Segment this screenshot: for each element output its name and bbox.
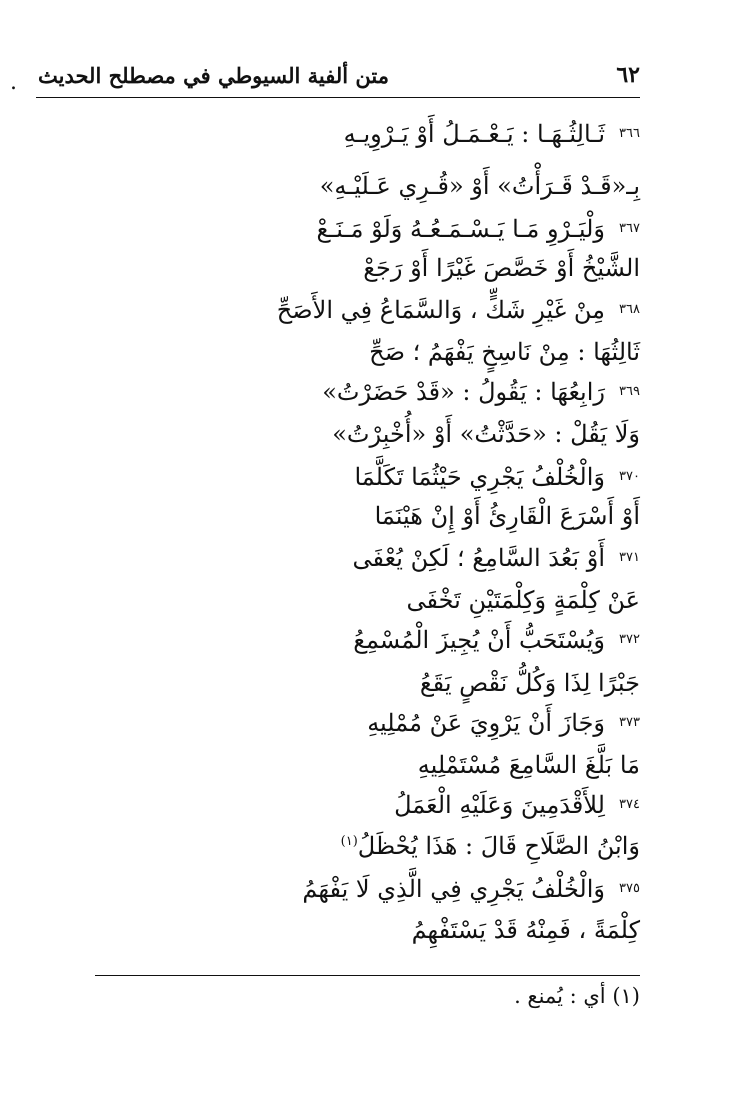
verse-number: ٣٧٣ (619, 715, 640, 730)
verse-second-hemistich: بِـ«قَـدْ قَـرَأْتُ» أَوْ «قُـرِي عَـلَيْـهِ» (319, 172, 640, 200)
verse-first-hemistich: وَالْخُلْفُ يَجْرِي فِي الَّذِي لَا يَفْهَمُ (302, 875, 605, 903)
verse-first-hemistich: وَجَازَ أَنْ يَرْوِيَ عَنْ مُمْلِيهِ (367, 709, 605, 737)
verse-row-second (0, 826, 735, 866)
footnote-text: أي : يُمنع . (514, 984, 606, 1008)
page-number: ٦٢ (616, 62, 640, 88)
verse-number: ٣٧١ (619, 550, 640, 565)
margin-dot: . (10, 70, 17, 95)
verse-second-hemistich: ثَالِثُهَا : مِنْ نَاسِخٍ يَفْهَمُ ؛ صَحِّ (369, 338, 640, 366)
verse-number: ٣٦٦ (619, 126, 640, 141)
verse-number: ٣٦٩ (619, 384, 640, 399)
verse-first-hemistich: رَابِعُهَا : يَقُولُ : «قَدْ حَضَرْتُ» (322, 378, 605, 406)
verse-row-second (0, 414, 735, 454)
verse-row (0, 703, 735, 743)
footnote (514, 976, 640, 1016)
verse-row (0, 372, 735, 412)
verse-first-hemistich: لِلأَقْدَمِينَ وَعَلَيْهِ الْعَمَلُ (394, 791, 605, 819)
verse-second-hemistich: جَبْرًا لِذَا وَكُلُّ نَقْصٍ يَقَعُ (419, 669, 640, 697)
verse-number: ٣٧٤ (619, 797, 640, 812)
verse-first-hemistich: وَيُسْتَحَبُّ أَنْ يُجِيزَ الْمُسْمِعُ (353, 626, 605, 654)
verse-second-hemistich: مَا بَلَّغَ السَّامِعَ مُسْتَمْلِيهِ (417, 751, 640, 779)
verse-row-second (0, 663, 735, 703)
verse-number: ٣٧٥ (619, 881, 640, 896)
verse-row (0, 457, 735, 497)
verse-first-hemistich: وَالْخُلْفُ يَجْرِي حَيْثُمَا تَكَلَّمَا (354, 463, 605, 491)
footnote-marker: (١) (612, 984, 640, 1008)
verse-second-hemistich: أَوْ أَسْرَعَ الْقَارِئُ أَوْ إِنْ هَيْنَمَا (374, 502, 640, 530)
verse-first-hemistich: مِنْ غَيْرِ شَكٍّ ، وَالسَّمَاعُ فِي الأَصَحِّ (276, 296, 605, 324)
verse-second-text: وَابْنُ الصَّلَاحِ قَالَ : هَذَا يُحْظَلُ (357, 832, 640, 860)
verse-row (0, 538, 735, 578)
verse-second-hemistich: كِلْمَةً ، فَمِنْهُ قَدْ يَسْتَفْهِمُ (411, 916, 640, 944)
header-divider (36, 97, 640, 98)
verse-number: ٣٦٧ (619, 221, 640, 236)
verse-row-second (0, 166, 735, 206)
verse-row-second (0, 910, 735, 950)
verse-second-hemistich: عَنْ كِلْمَةٍ وَكِلْمَتَيْنِ تَخْفَى (406, 586, 640, 614)
verse-row-second (0, 248, 735, 288)
verse-row-second (0, 745, 735, 785)
verse-row (0, 620, 735, 660)
verse-row-second (0, 580, 735, 620)
verse-number: ٣٦٨ (619, 302, 640, 317)
verse-second-hemistich (341, 826, 640, 866)
verse-row (0, 869, 735, 909)
verse-row-second (0, 332, 735, 372)
verse-row (0, 290, 735, 330)
footnote-reference[interactable]: (١) (340, 834, 358, 849)
verse-first-hemistich: أَوْ بَعُدَ السَّامِعُ ؛ لَكِنْ يُعْفَى (352, 544, 605, 572)
verse-first-hemistich: ثَـالِثُـهَـا : يَـعْـمَـلُ أَوْ يَـرْوِيـهِ (343, 120, 605, 148)
verse-row (0, 785, 735, 825)
running-header (38, 58, 640, 92)
verse-first-hemistich: وَلْيَـرْوِ مَـا يَـسْـمَـعُـهُ وَلَوْ مَـنَـعْ (316, 215, 605, 243)
verse-row-second (0, 496, 735, 536)
page-title: متن ألفية السيوطي في مصطلح الحديث (38, 62, 389, 88)
verse-number: ٣٧٠ (619, 469, 640, 484)
verse-row (0, 209, 735, 249)
verse-second-hemistich: الشَّيْخُ أَوْ خَصَّصَ غَيْرًا أَوْ رَجَعْ (363, 254, 640, 282)
verse-second-hemistich: وَلَا يَقُلْ : «حَدَّثْتُ» أَوْ «أُخْبِرْتُ» (332, 420, 640, 448)
verse-row (0, 114, 735, 154)
verse-number: ٣٧٢ (619, 632, 640, 647)
